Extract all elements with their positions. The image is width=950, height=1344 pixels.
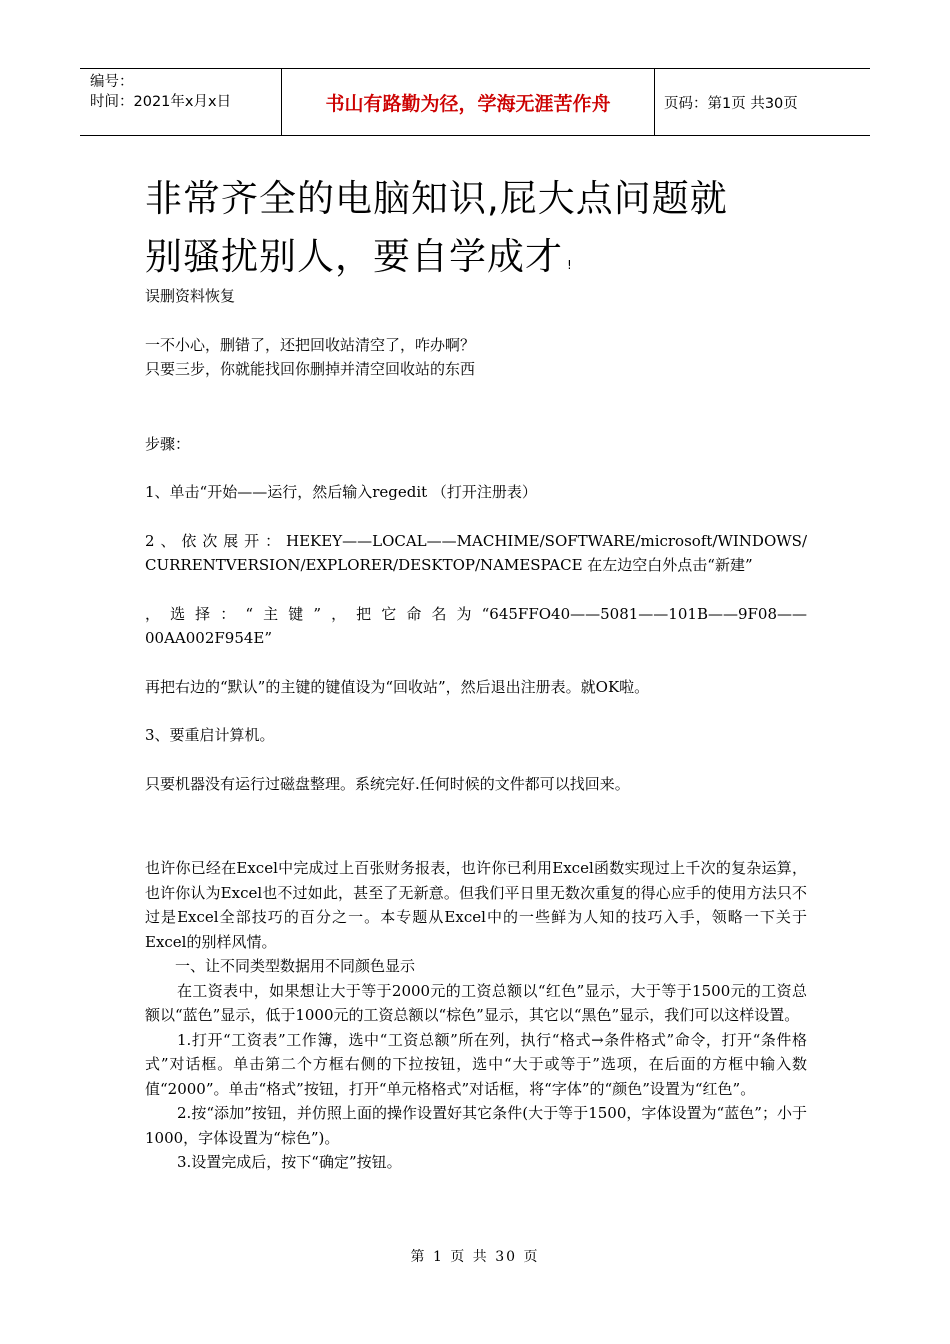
header-meta — [80, 69, 282, 135]
section-heading-recovery: 误删资料恢复 — [145, 287, 236, 305]
step-2-line-2: CURRENTVERSION/EXPLORER/DESKTOP/NAMESPACE 在左边空白外点击“新建” — [145, 556, 753, 574]
header-motto: 书山有路勤为径，学海无涯苦作舟 — [282, 69, 655, 135]
paragraph: 3.设置完成后，按下“确定”按钮。 — [177, 1153, 402, 1171]
paragraph: 只要机器没有运行过磁盘整理。系统完好.任何时候的文件都可以找回来。 — [145, 774, 630, 793]
title-line-2: 别骚扰别人，要自学成才 — [145, 235, 563, 278]
header-page-code: 页码：第1页 共30页 — [664, 95, 798, 112]
steps-label: 步骤： — [145, 434, 191, 453]
paragraph: 在工资表中，如果想让大于等于2000元的工资总额以“红色”显示，大于等于1500元的工资总额以“蓝色”显示，低于1000元的工资总额以“棕色”显示，其它以“黑色”显示，我们可以这样设置。 — [145, 981, 807, 1024]
paragraph: 一不小心，删错了，还把回收站清空了，咋办啊？ — [145, 335, 476, 354]
step-2-select-line-2: 00AA002F954E” — [145, 629, 273, 647]
step-2-line-1: 2、依次展开：HEKEY——LOCAL——MACHIME/SOFTWARE/microsoft/WINDOWS/ — [145, 531, 807, 550]
paragraph: 只要三步，你就能找回你删掉并清空回收站的东西 — [145, 360, 476, 378]
step-1: 1、单击“开始——运行，然后输入regedit （打开注册表） — [145, 483, 537, 501]
paragraph: 1.打开“工资表”工作簿，选中“工资总额”所在列，执行“格式→条件格式”命令，打开“条件格式”对话框。单击第二个方框右侧的下拉按钮，选中“大于或等于”选项，在后面的方框中输入数值“2000”。单击“格式”按钮，打开“单元格格式”对话框，将“字体”的“颜色”设置为“红色”。 — [145, 1030, 807, 1098]
page-footer: 第 1 页 共 30 页 — [410, 1249, 540, 1265]
document-body — [145, 284, 807, 1175]
paragraph: 2.按“添加”按钮，并仿照上面的操作设置好其它条件(大于等于1500，字体设置为“蓝色”；小于1000，字体设置为“棕色”)。 — [145, 1104, 807, 1147]
document-title — [145, 170, 825, 294]
step-2-select-line-1: ，选择：“主键”，把它命名为“645FFO40——5081——101B——9F08—— — [145, 604, 807, 623]
title-mark: ! — [567, 258, 573, 272]
title-line-1: 非常齐全的电脑知识,屁大点问题就 — [145, 177, 728, 220]
header-time-label: 时间：2021年x月x日 — [90, 94, 232, 110]
step-3: 3、要重启计算机。 — [145, 726, 275, 744]
excel-intro: 也许你已经在Excel中完成过上百张财务报表，也许你已利用Excel函数实现过上千次的复杂运算，也许你认为Excel也不过如此，甚至了无新意。但我们平日里无数次重复的得心应手的使用方法只不过是Excel全部技巧的百分之一。本专题从Excel中的一些鲜为人知的技巧入手，领略一下关于Excel的别样风情。 — [145, 859, 807, 951]
excel-section-heading: 一、让不同类型数据用不同颜色显示 — [175, 957, 416, 975]
paragraph: 再把右边的“默认”的主键的键值设为“回收站”，然后退出注册表。就OK啦。 — [145, 677, 650, 696]
header-code-label: 编号： — [90, 74, 134, 90]
page-header — [80, 68, 870, 136]
